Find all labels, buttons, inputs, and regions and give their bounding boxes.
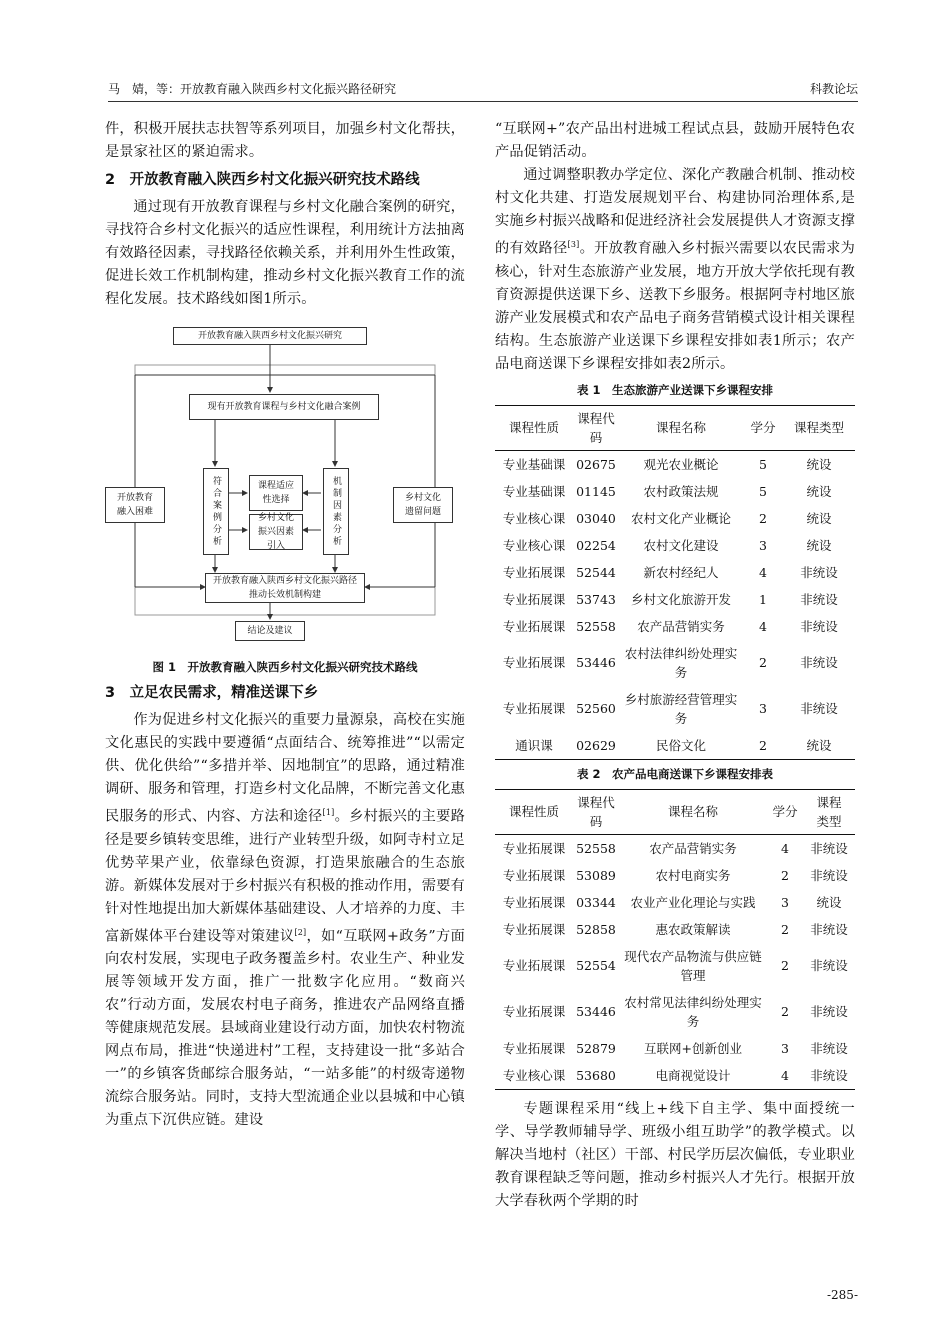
- section-heading-2: 2 开放教育融入陕西乡村文化振兴研究技术路线: [105, 172, 420, 188]
- column-header: 课程名称: [619, 789, 767, 834]
- table-cell: 53089: [576, 867, 616, 883]
- table-cell: 02675: [576, 456, 616, 472]
- column-header: 课程代码: [573, 789, 619, 834]
- table-row: [495, 1062, 855, 1090]
- table-cell: 52554: [576, 958, 616, 974]
- table-cell: 3: [759, 701, 767, 717]
- flow-node-cases: 现有开放教育课程与乡村文化融合案例: [189, 394, 379, 420]
- table-cell: 非统设: [810, 1040, 848, 1056]
- flow-node-course-selection: 课程适应性选择: [249, 475, 303, 511]
- table-row: [495, 889, 855, 916]
- table-cell: 非统设: [810, 921, 848, 937]
- column-header: 学分: [743, 405, 783, 450]
- table-row: [495, 732, 855, 760]
- table-cell: 农村文化建设: [643, 537, 719, 553]
- table-2: [495, 789, 855, 1090]
- paragraph: “互联网+”农产品出村进城工程试点县，鼓励开展特色农产品促销活动。: [495, 121, 855, 160]
- table-cell: 2: [759, 510, 767, 526]
- running-header-section: 科教论坛: [809, 82, 858, 96]
- table-cell: 4: [781, 840, 789, 856]
- table-cell: 农村文化产业概论: [630, 510, 731, 526]
- column-header: 课程类型: [803, 789, 855, 834]
- table-cell: 5: [759, 456, 767, 472]
- table-cell: 统设: [816, 894, 842, 910]
- table-cell: 非统设: [810, 958, 848, 974]
- column-header: 课程代码: [573, 405, 619, 450]
- table-cell: 专业拓展课: [502, 958, 566, 974]
- table-cell: 52558: [576, 840, 616, 856]
- table-row: [495, 1035, 855, 1062]
- table-cell: 52558: [576, 618, 616, 634]
- flow-node-mechanism-build: 开放教育融入陕西乡村文化振兴路径推动长效机制构建: [205, 573, 365, 603]
- table-cell: 专业基础课: [502, 483, 566, 499]
- table-cell: 专业拓展课: [502, 564, 566, 580]
- flow-node-research: 开放教育融入陕西乡村文化振兴研究: [173, 327, 367, 345]
- table-cell: 01145: [576, 483, 616, 499]
- table-cell: 非统设: [800, 655, 838, 671]
- table-cell: 专业基础课: [502, 456, 566, 472]
- table-row: [495, 916, 855, 943]
- table-cell: 专业拓展课: [502, 1040, 566, 1056]
- table-cell: 1: [759, 591, 767, 607]
- table-cell: 专业核心课: [495, 1062, 573, 1090]
- flow-node-factor-intro: 乡村文化振兴因素引入: [249, 514, 303, 550]
- page-number: -285-: [826, 1288, 858, 1302]
- table-cell: 2: [743, 732, 783, 760]
- table-cell: 专业核心课: [502, 537, 566, 553]
- header-rule: [108, 101, 858, 102]
- table-cell: 专业拓展课: [502, 840, 566, 856]
- table-cell: 非统设: [800, 591, 838, 607]
- table-row: [495, 559, 855, 586]
- table-cell: 3: [759, 537, 767, 553]
- table-cell: 非统设: [810, 867, 848, 883]
- table-cell: 统设: [783, 732, 855, 760]
- table-cell: 2: [781, 1004, 789, 1020]
- table-cell: 新农村经纪人: [643, 564, 719, 580]
- citation-ref: [1]: [322, 808, 335, 817]
- table-row: [495, 450, 855, 478]
- table-cell: 惠农政策解读: [655, 921, 731, 937]
- table-cell: 观光农业概论: [643, 456, 719, 472]
- table-cell: 乡村文化旅游开发: [630, 591, 731, 607]
- table-row: [495, 834, 855, 862]
- table-cell: 乡村旅游经营管理实务: [624, 691, 738, 726]
- table-row: [495, 586, 855, 613]
- column-header: 课程性质: [495, 405, 573, 450]
- table-cell: 非统设: [810, 1004, 848, 1020]
- table-cell: 2: [759, 655, 767, 671]
- table-cell: 统设: [806, 456, 832, 472]
- table-cell: 专业拓展课: [502, 1004, 566, 1020]
- column-header: 课程名称: [619, 405, 743, 450]
- table-cell: 53446: [576, 1004, 616, 1020]
- table-cell: 非统设: [803, 1062, 855, 1090]
- table-cell: 非统设: [800, 701, 838, 717]
- table-cell: 互联网+创新创业: [644, 1040, 742, 1056]
- table-cell: 非统设: [810, 840, 848, 856]
- table-row: [495, 613, 855, 640]
- table-row: [495, 478, 855, 505]
- table-cell: 统设: [806, 483, 832, 499]
- flow-node-mechanism-analysis: 机制因素分析: [323, 468, 349, 555]
- table-cell: 03344: [576, 894, 616, 910]
- table-cell: 53446: [576, 655, 616, 671]
- paragraph: 作为促进乡村文化振兴的重要力量源泉，高校在实施文化惠民的实践中要遵循“点面结合、统筹推进”“以需定供、优化供给”“多措并举、因地制宜”的思路，通过精准调研、服务和管理，打造乡村文化品牌，不断完善文化惠民服务的形式、内容、方法和途径[1]。乡村振兴的主要路径是要乡镇转变思维，进行产业转型升级，如阿寺村立足优势苹果产业，依靠绿色资源，打造果旅融合的生态旅游。新媒体发展对于乡村振兴有积极的推动作用，需要有针对性地提出加大新媒体基础建设、人才培养的力度、丰富新媒体平台建设等对策建议[2]，如“互联网+政务”方面向农村发展，实现电子政务覆盖乡村。农业生产、种业发展等领域开发方面，推广一批数字化应用。“数商兴农”行动方面，发展农村电子商务，推进农产品网络直播等健康规范发展。县域商业建设行动方面，加快农村物流网点布局，推进“快递进村”工程，支持建设一批“多站合一”的乡镇客货邮综合服务站，“一站多能”的村级寄递物流综合服务站。同时，支持大型流通企业以县城和中心镇为重点下沉供应链。建设: [105, 712, 466, 1129]
- figure-1: [105, 325, 465, 677]
- table-cell: 专业拓展课: [502, 921, 566, 937]
- table-cell: 农产品营销实务: [649, 840, 737, 856]
- table-cell: 农产品营销实务: [637, 618, 725, 634]
- paragraph: 通过调整职教办学定位、深化产教融合机制、推动校村文化共建、打造发展规划平台、构建协同治理体系,是实施乡村振兴战略和促进经济社会发展提供人才资源支撑的有效路径[3]。开放教育融入乡村振兴需要以农民需求为核心，针对生态旅游产业发展，地方开放大学依托现有教育资源提供送课下乡、送教下乡服务。根据阿寺村地区旅游产业发展模式和农产品电子商务营销模式设计相关课程结构。生态旅游产业送课下乡课程安排如表1所示；农产品电商送课下乡课程安排如表2所示。: [495, 167, 855, 372]
- table-cell: 2: [781, 921, 789, 937]
- column-header: 课程性质: [495, 789, 573, 834]
- table-cell: 农村法律纠纷处理实务: [624, 645, 738, 680]
- table-cell: 非统设: [800, 618, 838, 634]
- paragraph: 件，积极开展扶志扶智等系列项目，加强乡村文化帮扶，是景家社区的紧迫需求。: [105, 121, 465, 160]
- table-row: [495, 532, 855, 559]
- table-header-row: [495, 405, 855, 450]
- table-cell: 03040: [576, 510, 616, 526]
- left-column: [105, 118, 465, 1132]
- column-header: 学分: [767, 789, 803, 834]
- table-cell: 农村常见法律纠纷处理实务: [624, 994, 762, 1029]
- table-row: [495, 505, 855, 532]
- table-row: [495, 686, 855, 732]
- table-1-caption: 表 1 生态旅游产业送课下乡课程安排: [576, 382, 773, 397]
- figure-caption: 图 1 开放教育融入陕西乡村文化振兴研究技术路线: [152, 660, 418, 674]
- table-cell: 02629: [573, 732, 619, 760]
- table-cell: 民俗文化: [619, 732, 743, 760]
- table-cell: 专业拓展课: [502, 894, 566, 910]
- table-cell: 3: [781, 1040, 789, 1056]
- table-cell: 统设: [806, 537, 832, 553]
- table-1: [495, 405, 855, 760]
- table-cell: 5: [759, 483, 767, 499]
- paragraph: 专题课程采用“线上+线下自主学、集中面授统一学、导学教师辅导学、班级小组互助学”的教学模式。以解决当地村（社区）干部、村民学历层次偏低，专业职业教育课程缺乏等问题，推动乡村振兴人才先行。根据开放大学春秋两个学期的时: [495, 1100, 855, 1209]
- table-cell: 农村电商实务: [655, 867, 731, 883]
- table-cell: 专业拓展课: [502, 655, 566, 671]
- table-cell: 农村政策法规: [643, 483, 719, 499]
- table-cell: 53680: [573, 1062, 619, 1090]
- section-heading-3: 3 立足农民需求，精准送课下乡: [105, 685, 319, 701]
- table-cell: 非统设: [800, 564, 838, 580]
- table-cell: 专业拓展课: [502, 867, 566, 883]
- table-cell: 53743: [576, 591, 616, 607]
- flow-node-legacy-issues: 乡村文化遗留问题: [393, 487, 453, 523]
- table-cell: 专业拓展课: [502, 618, 566, 634]
- table-cell: 电商视觉设计: [619, 1062, 767, 1090]
- table-cell: 农业产业化理论与实践: [630, 894, 756, 910]
- table-cell: 专业拓展课: [502, 591, 566, 607]
- table-cell: 专业核心课: [502, 510, 566, 526]
- column-header: 课程类型: [783, 405, 855, 450]
- citation-ref: [2]: [294, 927, 307, 937]
- table-cell: 52560: [576, 701, 616, 717]
- table-cell: 现代农产品物流与供应链管理: [624, 948, 762, 983]
- table-cell: 4: [759, 618, 767, 634]
- table-cell: 52544: [576, 564, 616, 580]
- table-row: [495, 989, 855, 1035]
- table-cell: 4: [767, 1062, 803, 1090]
- table-cell: 52858: [576, 921, 616, 937]
- table-row: [495, 862, 855, 889]
- table-cell: 52879: [576, 1040, 616, 1056]
- table-cell: 2: [781, 958, 789, 974]
- table-cell: 统设: [806, 510, 832, 526]
- paragraph: 通过现有开放教育课程与乡村文化融合案例的研究，寻找符合乡村文化振兴的适应性课程，利用统计方法抽离有效路径因素，寻找路径依赖关系，并利用外生性政策，促进长效工作机制构建，推动乡村文化振兴教育工作的流程化发展。技术路线如图1所示。: [105, 199, 465, 307]
- flow-node-conclusion: 结论及建议: [235, 621, 305, 641]
- table-cell: 通识课: [495, 732, 573, 760]
- table-row: [495, 943, 855, 989]
- table-row: [495, 640, 855, 686]
- right-column: [495, 118, 855, 1213]
- table-header-row: [495, 789, 855, 834]
- table-cell: 专业拓展课: [502, 701, 566, 717]
- running-header-title: 马 婧，等：开放教育融入陕西乡村文化振兴路径研究: [108, 82, 397, 96]
- table-cell: 4: [759, 564, 767, 580]
- table-cell: 2: [781, 867, 789, 883]
- flow-node-case-analysis: 符合案例分析: [203, 468, 229, 555]
- table-2-caption: 表 2 农产品电商送课下乡课程安排表: [576, 766, 773, 781]
- table-cell: 3: [781, 894, 789, 910]
- citation-ref: [3]: [567, 240, 580, 249]
- flow-node-difficulty: 开放教育融入困难: [105, 487, 165, 523]
- table-cell: 02254: [576, 537, 616, 553]
